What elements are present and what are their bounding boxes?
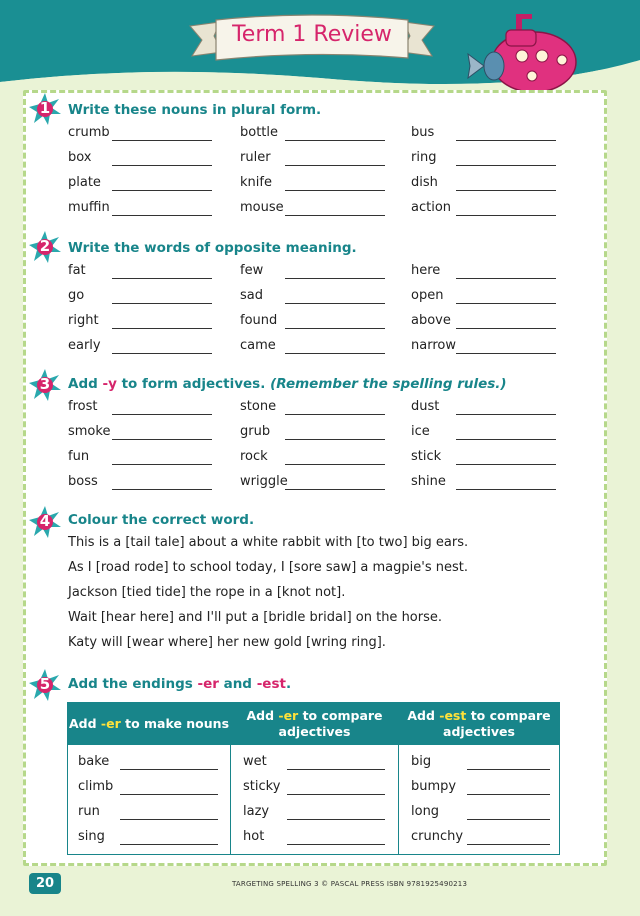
answer-line[interactable] [456, 328, 556, 329]
answer-line[interactable] [456, 353, 556, 354]
answer-line[interactable] [456, 489, 556, 490]
question-1-badge [28, 92, 62, 126]
answer-line[interactable] [120, 769, 218, 770]
sentence-1[interactable]: This is a [tail tale] about a white rabbit with [to two] big ears. [68, 535, 469, 550]
word-label: ice [411, 424, 430, 439]
answer-line[interactable] [285, 464, 385, 465]
question-3-title: Add -y to form adjectives. (Remember the spelling rules.) [68, 376, 507, 392]
question-number: 4 [39, 512, 51, 530]
table-word: climb [78, 779, 114, 794]
answer-line[interactable] [112, 353, 212, 354]
page-number: 20 [29, 873, 61, 894]
answer-line[interactable] [112, 439, 212, 440]
word-label: smoke [68, 424, 111, 439]
sentence-4[interactable]: Wait [hear here] and I'll put a [bridle bridal] on the horse. [68, 610, 443, 625]
answer-line[interactable] [467, 769, 550, 770]
word-label: sad [240, 288, 263, 303]
table-word: big [411, 754, 432, 769]
table-header-1: Add -er to make nouns [68, 703, 230, 745]
table-word: sing [78, 829, 105, 844]
answer-line[interactable] [456, 165, 556, 166]
answer-line[interactable] [287, 819, 385, 820]
word-label: go [68, 288, 85, 303]
question-4-badge [28, 505, 62, 539]
word-label: boss [68, 474, 98, 489]
question-number: 1 [39, 99, 51, 117]
question-number: 5 [39, 675, 51, 693]
sentence-2[interactable]: As I [road rode] to school today, I [sore saw] a magpie's nest. [68, 560, 468, 575]
word-label: bottle [240, 125, 279, 140]
word-label: open [411, 288, 444, 303]
word-label: fun [68, 449, 90, 464]
sentence-5[interactable]: Katy will [wear where] her new gold [wring ring]. [68, 635, 386, 650]
word-label: ruler [240, 150, 271, 165]
question-2-title: Write the words of opposite meaning. [68, 240, 357, 256]
answer-line[interactable] [456, 215, 556, 216]
word-label: knife [240, 175, 272, 190]
answer-line[interactable] [456, 439, 556, 440]
answer-line[interactable] [467, 819, 550, 820]
word-label: grub [240, 424, 271, 439]
word-label: came [240, 338, 276, 353]
word-label: here [411, 263, 441, 278]
answer-line[interactable] [467, 844, 550, 845]
word-label: plate [68, 175, 101, 190]
answer-line[interactable] [456, 464, 556, 465]
answer-line[interactable] [112, 278, 212, 279]
table-word: bumpy [411, 779, 457, 794]
answer-line[interactable] [287, 794, 385, 795]
word-label: stick [411, 449, 442, 464]
answer-line[interactable] [285, 353, 385, 354]
answer-line[interactable] [285, 414, 385, 415]
question-4-title: Colour the correct word. [68, 512, 255, 528]
question-number: 2 [39, 237, 51, 255]
word-label: found [240, 313, 278, 328]
answer-line[interactable] [285, 489, 385, 490]
answer-line[interactable] [112, 328, 212, 329]
answer-line[interactable] [112, 414, 212, 415]
answer-line[interactable] [112, 489, 212, 490]
answer-line[interactable] [112, 190, 212, 191]
answer-line[interactable] [120, 819, 218, 820]
question-1-title: Write these nouns in plural form. [68, 102, 322, 118]
word-label: muffin [68, 200, 110, 215]
word-label: action [411, 200, 452, 215]
table-word: long [411, 804, 440, 819]
endings-table [67, 702, 560, 855]
word-label: dish [411, 175, 438, 190]
answer-line[interactable] [456, 190, 556, 191]
answer-line[interactable] [285, 140, 385, 141]
table-word: crunchy [411, 829, 464, 844]
word-label: frost [68, 399, 98, 414]
word-label: fat [68, 263, 86, 278]
table-header-2: Add -er to compare adjectives [231, 703, 398, 745]
answer-line[interactable] [112, 165, 212, 166]
answer-line[interactable] [456, 278, 556, 279]
answer-line[interactable] [456, 414, 556, 415]
answer-line[interactable] [120, 844, 218, 845]
table-divider [230, 703, 231, 854]
word-label: right [68, 313, 99, 328]
answer-line[interactable] [285, 439, 385, 440]
answer-line[interactable] [285, 303, 385, 304]
answer-line[interactable] [112, 464, 212, 465]
question-5-title: Add the endings -er and -est. [68, 676, 292, 692]
word-label: bus [411, 125, 435, 140]
word-label: few [240, 263, 264, 278]
table-word: hot [243, 829, 265, 844]
word-label: early [68, 338, 101, 353]
sentence-3[interactable]: Jackson [tied tide] the rope in a [knot not]. [68, 585, 346, 600]
answer-line[interactable] [112, 303, 212, 304]
question-number: 3 [39, 375, 51, 393]
answer-line[interactable] [456, 303, 556, 304]
table-word: bake [78, 754, 110, 769]
answer-line[interactable] [285, 215, 385, 216]
answer-line[interactable] [285, 328, 385, 329]
word-label: ring [411, 150, 437, 165]
word-label: crumb [68, 125, 110, 140]
answer-line[interactable] [456, 140, 556, 141]
answer-line[interactable] [285, 165, 385, 166]
answer-line[interactable] [120, 794, 218, 795]
word-label: stone [240, 399, 277, 414]
table-divider [398, 703, 399, 854]
word-label: wriggle [240, 474, 288, 489]
table-word: sticky [243, 779, 281, 794]
footer-credit: TARGETING SPELLING 3 © PASCAL PRESS ISBN 9781925490213 [232, 880, 468, 888]
table-header-3: Add -est to compare adjectives [399, 703, 559, 745]
table-word: run [78, 804, 100, 819]
question-5-badge [28, 668, 62, 702]
word-label: box [68, 150, 92, 165]
page-title: Term 1 Review [232, 22, 392, 47]
word-label: above [411, 313, 451, 328]
word-label: narrow [411, 338, 456, 353]
answer-line[interactable] [112, 215, 212, 216]
answer-line[interactable] [467, 794, 550, 795]
answer-line[interactable] [287, 844, 385, 845]
question-3-badge [28, 368, 62, 402]
table-word: lazy [243, 804, 270, 819]
answer-line[interactable] [285, 278, 385, 279]
word-label: mouse [240, 200, 284, 215]
answer-line[interactable] [287, 769, 385, 770]
answer-line[interactable] [112, 140, 212, 141]
word-label: shine [411, 474, 446, 489]
word-label: dust [411, 399, 440, 414]
word-label: rock [240, 449, 268, 464]
table-word: wet [243, 754, 267, 769]
answer-line[interactable] [285, 190, 385, 191]
question-2-badge [28, 230, 62, 264]
